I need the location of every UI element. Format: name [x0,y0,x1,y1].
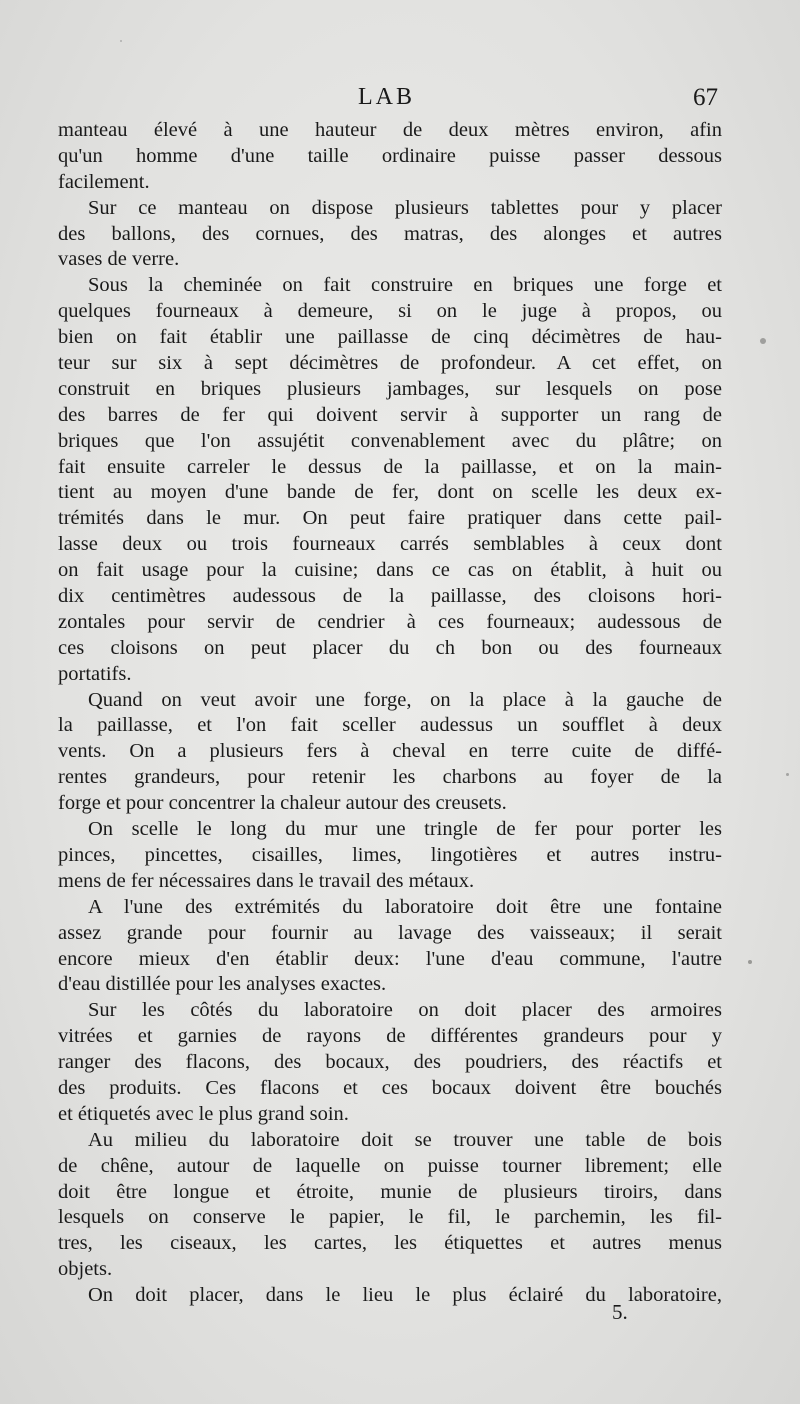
page-number: 67 [693,84,718,111]
text-line: ranger des flacons, des bocaux, des poudriers, des réactifs et [58,1051,722,1074]
text-line: ces cloisons on peut placer du ch bon ou des fourneaux [58,636,722,659]
text-line: des produits. Ces flacons et ces bocaux doivent être bouchés [58,1076,722,1099]
text-line: quelques fourneaux à demeure, si on le juge à propos, ou [58,300,722,323]
text-line: doit être longue et étroite, munie de plusieurs tiroirs, dans [58,1180,722,1203]
text-line: des barres de fer qui doivent servir à supporter un rang de [58,403,722,426]
text-line: A l'une des extrémités du laboratoire doit être une fontaine [88,895,722,918]
text-line: qu'un homme d'une taille ordinaire puisse passer dessous [58,144,722,167]
text-line: on fait usage pour la cuisine; dans ce cas on établit, à huit ou [58,559,722,582]
text-line: d'eau distillée pour les analyses exactes. [58,973,387,996]
text-line: la paillasse, et l'on fait sceller audessus un soufflet à deux [58,714,722,737]
running-head: LAB [358,84,415,110]
text-line: portatifs. [58,662,132,685]
text-line: des ballons, des cornues, des matras, des alonges et autres [58,222,722,245]
text-line: dix centimètres audessous de la paillasse, des cloisons hori- [58,585,722,608]
text-line: vases de verre. [58,248,180,271]
text-line: mens de fer nécessaires dans le travail des métaux. [58,869,475,892]
text-line: Au milieu du laboratoire doit se trouver une table de bois [88,1128,722,1151]
text-line: assez grande pour fournir au lavage des vaisseaux; il serait [58,921,722,944]
text-line: encore mieux d'en établir deux: l'une d'eau commune, l'autre [58,947,722,970]
text-line: lesquels on conserve le papier, le fil, le parchemin, les fil- [58,1206,722,1229]
body-text [58,118,722,1309]
text-line: vents. On a plusieurs fers à cheval en terre cuite de diffé- [58,740,722,763]
text-line: objets. [58,1258,113,1281]
text-line: Sur les côtés du laboratoire on doit placer des armoires [88,999,722,1022]
text-line: teur sur six à sept décimètres de profondeur. A cet effet, on [58,352,722,375]
text-line: bien on fait établir une paillasse de cinq décimètres de hau- [58,326,722,349]
text-line: On doit placer, dans le lieu le plus éclairé du laboratoire, [88,1284,722,1307]
text-line: lasse deux ou trois fourneaux carrés semblables à ceux dont [58,533,722,556]
signature-mark: 5. [612,1300,628,1324]
text-line: Quand on veut avoir une forge, on la place à la gauche de [88,688,722,711]
page-header [58,84,718,118]
text-line: Sur ce manteau on dispose plusieurs tablettes pour y placer [88,196,722,219]
paper-speck [748,960,752,964]
paper-speck [120,40,122,42]
text-line: fait ensuite carreler le dessus de la paillasse, et on la main- [58,455,722,478]
text-line: zontales pour servir de cendrier à ces fourneaux; audessous de [58,610,722,633]
text-line: rentes grandeurs, pour retenir les charbons au foyer de la [58,766,722,789]
text-line: construit en briques plusieurs jambages, sur lesquels on pose [58,377,722,400]
text-line: et étiquetés avec le plus grand soin. [58,1102,349,1125]
text-line: On scelle le long du mur une tringle de fer pour porter les [88,818,722,841]
paper-speck [760,338,766,344]
text-line: Sous la cheminée on fait construire en briques une forge et [88,274,722,297]
text-line: vitrées et garnies de rayons de différentes grandeurs pour y [58,1025,722,1048]
text-line: manteau élevé à une hauteur de deux mètres environ, afin [58,119,722,141]
text-line: trémités dans le mur. On peut faire pratiquer dans cette pail- [58,507,722,530]
text-line: pinces, pincettes, cisailles, limes, lingotières et autres instru- [58,843,722,866]
text-line: briques que l'on assujétit convenablement avec du plâtre; on [58,429,722,452]
text-line: facilement. [58,170,150,193]
text-line: de chêne, autour de laquelle on puisse tourner librement; elle [58,1154,722,1177]
text-line: forge et pour concentrer la chaleur autour des creusets. [58,792,507,815]
text-line: tres, les ciseaux, les cartes, les étiquettes et autres menus [58,1232,722,1255]
text-line: tient au moyen d'une bande de fer, dont on scelle les deux ex- [58,481,722,504]
paper-speck [786,773,789,776]
